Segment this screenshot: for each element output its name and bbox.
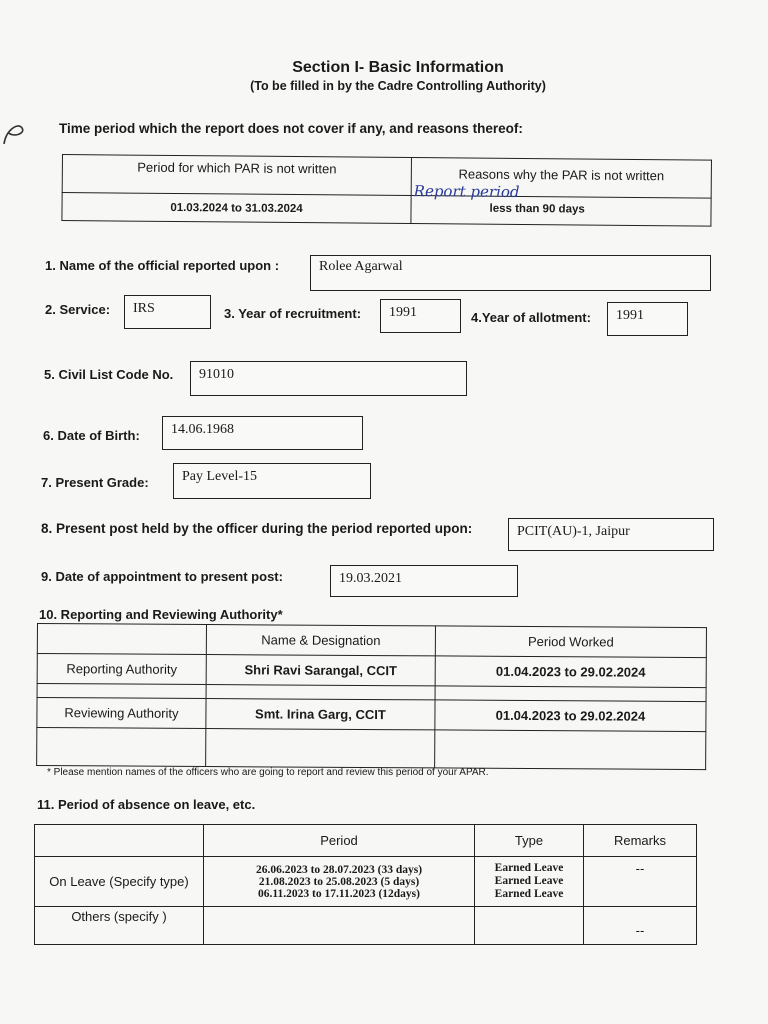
appointment-field: 19.03.2021 <box>330 565 518 597</box>
leave-period-1: 26.06.2023 to 28.07.2023 (33 days) <box>255 863 423 876</box>
present-post-label: 8. Present post held by the officer during the period reported upon: <box>41 521 473 536</box>
reason-cell <box>411 182 711 227</box>
table-row <box>37 698 706 732</box>
recruitment-label: 3. Year of recruitment: <box>224 306 362 321</box>
reason-printed: less than 90 days <box>489 202 585 216</box>
page-subtitle: (To be filled in by the Cadre Controlling Authority) <box>250 79 546 93</box>
present-post-field: PCIT(AU)-1, Jaipur <box>508 518 714 551</box>
margin-pen-mark <box>0 112 30 152</box>
appointment-label: 9. Date of appointment to present post: <box>41 569 283 584</box>
col-period: Period <box>204 825 475 857</box>
dob-field: 14.06.1968 <box>162 416 363 450</box>
grade-label: 7. Present Grade: <box>41 475 149 490</box>
table-row <box>35 857 697 907</box>
allotment-label: 4.Year of allotment: <box>471 310 591 325</box>
col-name-designation: Name & Designation <box>206 625 435 656</box>
leave-remarks: -- <box>584 857 697 907</box>
reporting-role: Reporting Authority <box>37 654 206 685</box>
reporting-name: Shri Ravi Sarangal, CCIT <box>206 655 435 686</box>
civil-list-label: 5. Civil List Code No. <box>44 367 174 382</box>
reviewing-name: Smt. Irina Garg, CCIT <box>206 699 435 730</box>
authority-table <box>36 623 707 770</box>
leave-period-2: 21.08.2023 to 25.08.2023 (5 days) <box>258 875 420 888</box>
period-not-covered-table <box>61 154 712 227</box>
reporting-period: 01.04.2023 to 29.02.2024 <box>435 656 706 688</box>
name-label: 1. Name of the official reported upon : <box>45 258 280 273</box>
others-remarks: -- <box>584 907 697 945</box>
reason-handwritten: Report period <box>413 182 520 201</box>
absence-table <box>34 824 697 945</box>
table-row <box>37 654 706 688</box>
reviewing-period: 01.04.2023 to 29.02.2024 <box>435 700 706 732</box>
civil-list-field: 91010 <box>190 361 467 396</box>
service-field: IRS <box>124 295 211 329</box>
table-row <box>35 907 697 945</box>
leave-label: On Leave (Specify type) <box>35 857 204 907</box>
leave-periods <box>204 857 475 907</box>
leave-types <box>475 857 584 907</box>
period-not-covered-label: Time period which the report does not cover if any, and reasons thereof: <box>59 121 523 136</box>
others-label: Others (specify ) <box>35 907 204 945</box>
leave-type-2: Earned Leave <box>494 875 564 887</box>
absence-heading: 11. Period of absence on leave, etc. <box>37 797 256 812</box>
name-field: Rolee Agarwal <box>310 255 711 291</box>
page-title: Section I- Basic Information <box>292 59 504 76</box>
allotment-field: 1991 <box>607 302 688 336</box>
col-reason-header: Reasons why the PAR is not written <box>411 158 711 199</box>
col-type: Type <box>475 825 584 857</box>
col-period-worked: Period Worked <box>435 626 706 658</box>
period-not-covered-value: 01.03.2024 to 31.03.2024 <box>62 193 411 224</box>
leave-type-1: Earned Leave <box>494 862 564 874</box>
grade-field: Pay Level-15 <box>173 463 371 499</box>
col-remarks: Remarks <box>584 825 697 857</box>
leave-type-3: Earned Leave <box>494 888 564 900</box>
leave-period-3: 06.11.2023 to 17.11.2023 (12days) <box>258 887 420 900</box>
reviewing-role: Reviewing Authority <box>37 698 206 729</box>
col-period-header: Period for which PAR is not written <box>62 155 411 196</box>
service-label: 2. Service: <box>45 302 111 317</box>
recruitment-field: 1991 <box>380 299 461 333</box>
dob-label: 6. Date of Birth: <box>43 428 140 443</box>
authority-note: * Please mention names of the officers who are going to report and review this period of your APAR. <box>47 767 489 778</box>
authority-heading: 10. Reporting and Reviewing Authority* <box>39 607 283 622</box>
